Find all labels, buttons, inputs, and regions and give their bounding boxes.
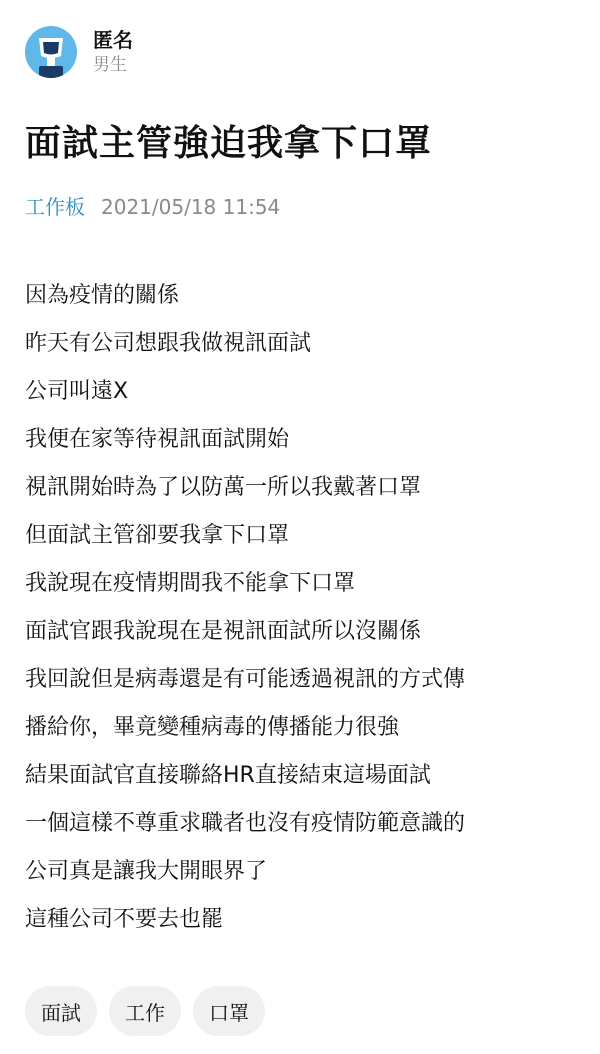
content-line: 一個這樣不尊重求職者也沒有疫情防範意識的 xyxy=(25,811,466,836)
content-line: 我說現在疫情期間我不能拿下口罩 xyxy=(25,571,356,596)
post-title: 面試主管強迫我拿下口罩 xyxy=(25,123,433,164)
post-timestamp: 2021/05/18 11:54 xyxy=(101,195,281,219)
content-line: 昨天有公司想跟我做視訊面試 xyxy=(25,331,312,356)
content-line: 面試官跟我說現在是視訊面試所以沒關係 xyxy=(25,619,422,644)
content-line: 結果面試官直接聯絡HR直接結束這場面試 xyxy=(25,763,431,788)
content-line: 我回說但是病毒還是有可能透過視訊的方式傳 xyxy=(25,667,466,692)
content-line: 但面試主管卻要我拿下口罩 xyxy=(25,523,290,548)
content-line: 我便在家等待視訊面試開始 xyxy=(25,427,290,452)
content-line: 視訊開始時為了以防萬一所以我戴著口罩 xyxy=(25,475,422,500)
content-line: 公司真是讓我大開眼界了 xyxy=(25,859,268,884)
tag-interview[interactable]: 面試 xyxy=(25,986,97,1036)
post-meta xyxy=(25,192,280,222)
tag-list xyxy=(25,986,277,1036)
author-meta xyxy=(93,27,133,77)
content-line: 這種公司不要去也罷 xyxy=(25,907,224,932)
author-header xyxy=(25,26,133,78)
tag-mask[interactable]: 口罩 xyxy=(193,986,265,1036)
tag-work[interactable]: 工作 xyxy=(109,986,181,1036)
board-link[interactable]: 工作板 xyxy=(25,195,85,219)
avatar[interactable] xyxy=(25,26,77,78)
content-line: 公司叫遠X xyxy=(25,379,129,404)
anonymous-user-icon xyxy=(25,26,77,78)
author-gender: 男生 xyxy=(93,55,127,75)
author-name[interactable]: 匿名 xyxy=(93,28,133,52)
post-content xyxy=(25,272,585,944)
content-line: 因為疫情的關係 xyxy=(25,283,180,308)
content-line: 播給你，畢竟變種病毒的傳播能力很強 xyxy=(25,715,400,740)
